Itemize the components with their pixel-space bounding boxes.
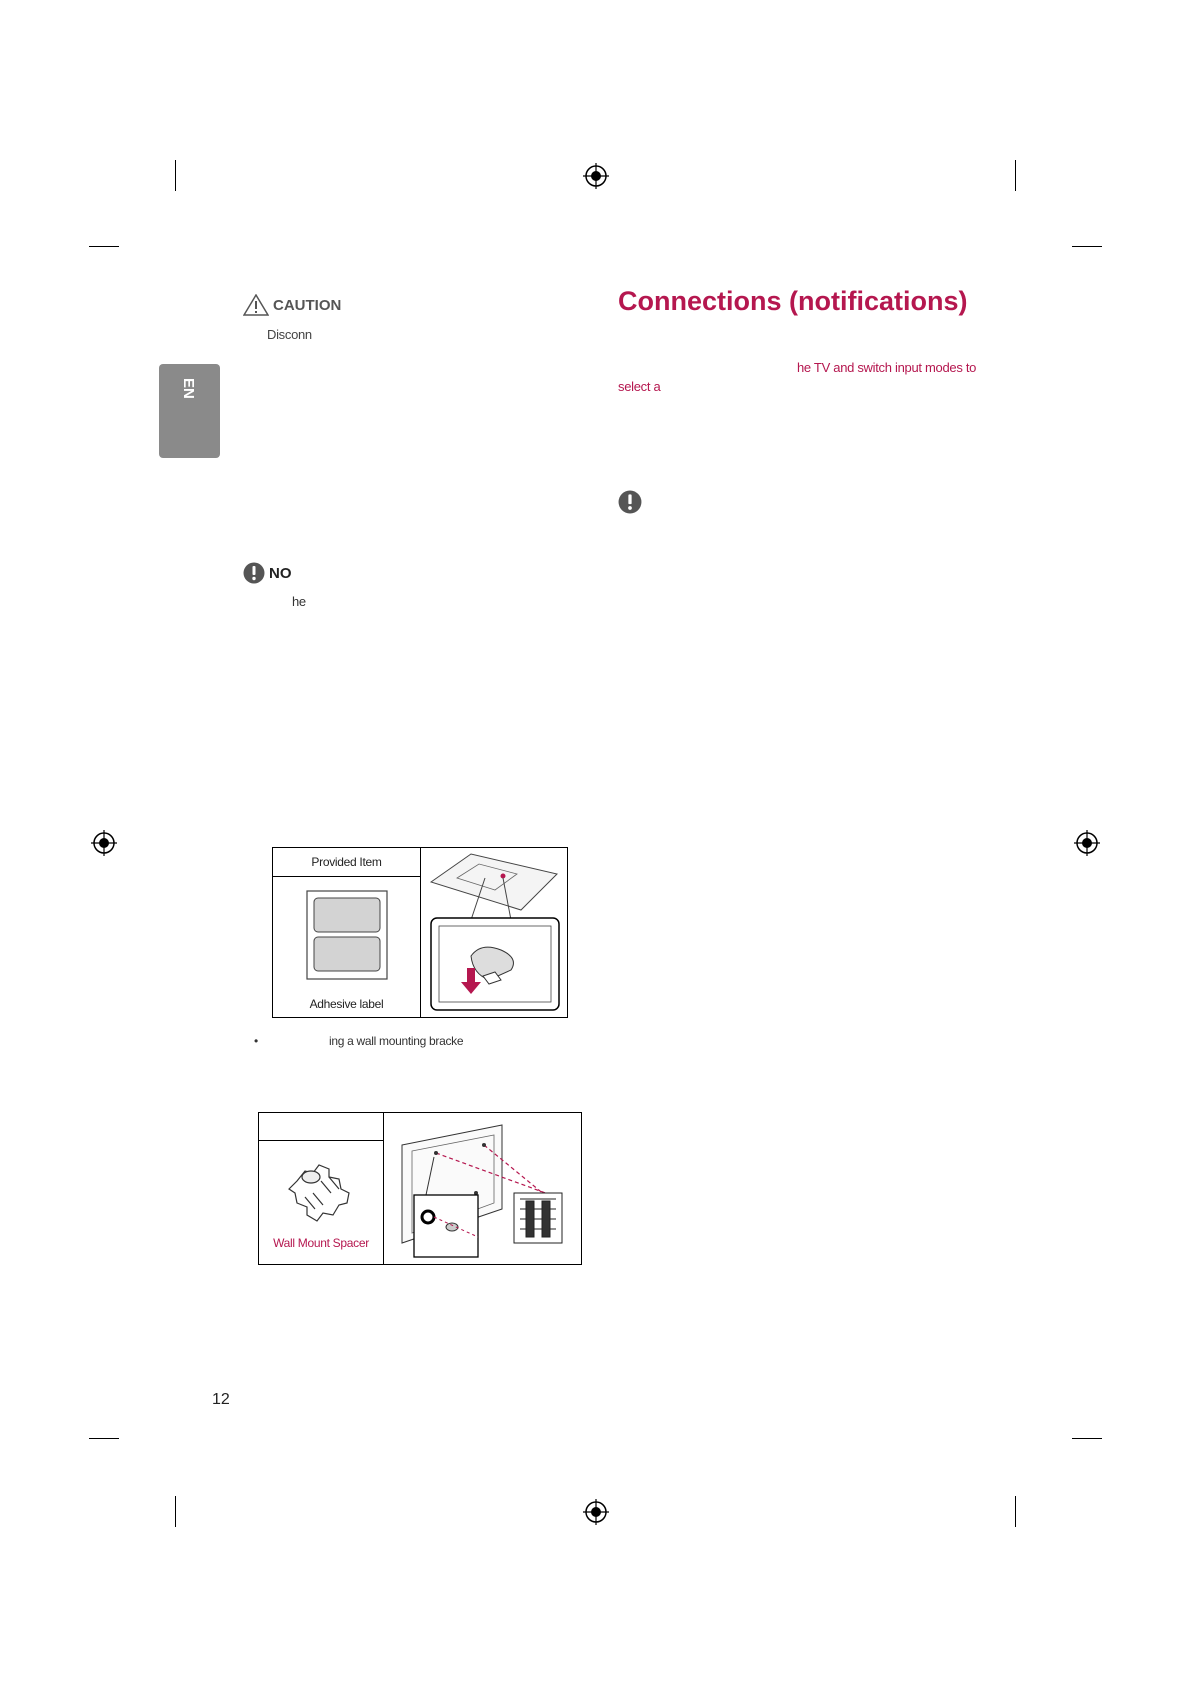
crop-mark <box>175 160 176 191</box>
crop-mark <box>175 1496 176 1527</box>
crop-mark <box>89 246 119 247</box>
caution-text: Disconn <box>267 327 312 342</box>
section-text-line: select a <box>618 379 661 394</box>
registration-mark-icon <box>1074 830 1100 856</box>
adhesive-label-icon <box>306 890 388 980</box>
registration-mark-icon <box>91 830 117 856</box>
warning-icon <box>243 294 269 316</box>
wall-mount-spacer-icon <box>283 1153 359 1225</box>
note-text: he <box>292 594 306 609</box>
crop-mark <box>1015 1496 1016 1527</box>
registration-mark-icon <box>583 1499 609 1525</box>
wall-mount-illustration <box>384 1113 581 1264</box>
page-number: 12 <box>212 1391 230 1408</box>
wall-mount-spacer-figure <box>258 1112 582 1265</box>
note-title: NO <box>269 564 292 582</box>
tv-back-label-illustration <box>421 848 567 1017</box>
spacer-panel-header <box>259 1113 383 1141</box>
crop-mark <box>89 1438 119 1439</box>
provided-item-header: Provided Item <box>273 848 420 877</box>
language-tab-label: EN <box>180 378 197 399</box>
crop-mark <box>1015 160 1016 191</box>
adhesive-label-caption: Adhesive label <box>309 997 384 1011</box>
bullet-text: ing a wall mounting bracke <box>328 1034 464 1048</box>
note-heading <box>243 562 292 584</box>
section-text-line: he TV and switch input modes to <box>797 360 977 375</box>
language-tab <box>159 364 220 458</box>
crop-mark <box>1072 1438 1102 1439</box>
caution-title: CAUTION <box>273 296 342 314</box>
bullet-item <box>254 1034 463 1048</box>
provided-item-panel <box>273 848 421 1017</box>
note-icon <box>243 562 265 584</box>
section-heading: Connections (notifications) <box>618 286 968 316</box>
note-icon <box>618 490 642 514</box>
registration-mark-icon <box>583 163 609 189</box>
caution-heading <box>243 294 341 316</box>
wall-mount-spacer-caption: Wall Mount Spacer <box>273 1236 369 1250</box>
bullet-marker: • <box>254 1034 258 1048</box>
adhesive-label-figure <box>272 847 568 1018</box>
crop-mark <box>1072 246 1102 247</box>
spacer-panel <box>259 1113 384 1264</box>
